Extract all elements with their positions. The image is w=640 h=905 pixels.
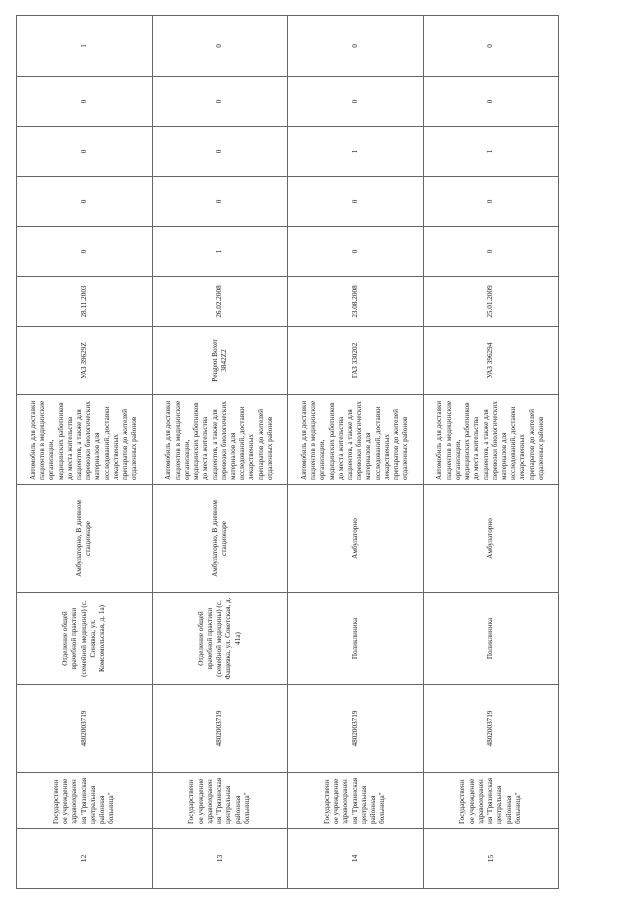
table-body: [17, 16, 559, 889]
care-type: Амбулаторно, В дневном стационаре: [152, 485, 288, 593]
vehicle-model: УАЗ 396294: [423, 327, 559, 395]
count-col-2: 0: [17, 177, 153, 227]
count-col-5: 0: [423, 16, 559, 77]
row-number: 14: [288, 829, 424, 889]
vehicle-register-table: [16, 15, 559, 889]
count-col-1: 1: [152, 227, 288, 277]
vehicle-purpose: Автомобиль для доставки пациентов в медицинские организации, медицинских работников до места жительства пациентов, а также для перевозки биологических материалов для исследований, доставки лекарственных препаратов до жителей отдаленных районов: [17, 395, 153, 485]
count-col-1: 0: [288, 227, 424, 277]
count-col-4: 0: [152, 77, 288, 127]
count-col-4: 0: [17, 77, 153, 127]
department: Поликлиника: [288, 593, 424, 685]
department: Отделение общей врачебной практики (семейной медицины) (с. Фащевка, ул. Советская, д. 41а): [152, 593, 288, 685]
count-col-5: 0: [288, 16, 424, 77]
count-col-5: 1: [17, 16, 153, 77]
registration-date: 25.01.2009: [423, 277, 559, 327]
count-col-3: 1: [288, 127, 424, 177]
count-col-1: 0: [423, 227, 559, 277]
count-col-3: 0: [17, 127, 153, 177]
rotated-table-wrapper: [16, 16, 558, 889]
vehicle-purpose: Автомобиль для доставки пациентов в медицинские организации, медицинских работников до места жительства пациентов, а также для перевозки биологических материалов для исследований, доставки лекарственных препаратов до жителей отдаленных районов: [288, 395, 424, 485]
inn-code: 4802003719: [423, 685, 559, 773]
table-row: [423, 16, 559, 889]
count-col-5: 0: [152, 16, 288, 77]
care-type: Амбулаторно, В дневном стационаре: [17, 485, 153, 593]
table-row: [152, 16, 288, 889]
row-number: 12: [17, 829, 153, 889]
count-col-2: 0: [288, 177, 424, 227]
vehicle-purpose: Автомобиль для доставки пациентов в медицинские организации, медицинских работников до места жительства пациентов, а также для перевозки биологических материалов для исследований, доставки лекарственных препаратов до жителей отдаленных районов: [423, 395, 559, 485]
count-col-4: 0: [288, 77, 424, 127]
count-col-3: 1: [423, 127, 559, 177]
inn-code: 4802003719: [152, 685, 288, 773]
count-col-2: 0: [423, 177, 559, 227]
count-col-2: 0: [152, 177, 288, 227]
organization-name: Государственное учреждение здравоохранения "Грязинская центральная районная больница": [152, 773, 288, 829]
table-row: [288, 16, 424, 889]
inn-code: 4802003719: [17, 685, 153, 773]
vehicle-model: Peugeot Boxer 3842Z2: [152, 327, 288, 395]
registration-date: 28.11.2003: [17, 277, 153, 327]
vehicle-model: УАЗ 39629Z: [17, 327, 153, 395]
count-col-3: 0: [152, 127, 288, 177]
vehicle-model: ГАЗ 330202: [288, 327, 424, 395]
row-number: 13: [152, 829, 288, 889]
registration-date: 26.02.2008: [152, 277, 288, 327]
organization-name: Государственное учреждение здравоохранения "Грязинская центральная районная больница": [423, 773, 559, 829]
care-type: Амбулаторно: [288, 485, 424, 593]
inn-code: 4802003719: [288, 685, 424, 773]
count-col-4: 0: [423, 77, 559, 127]
row-number: 15: [423, 829, 559, 889]
department: Отделение общей врачебной практики (семейной медицины) (с. Синявка, ул. Комсомольская, д. 1а): [17, 593, 153, 685]
care-type: Амбулаторно: [423, 485, 559, 593]
table-row: [17, 16, 153, 889]
count-col-1: 0: [17, 227, 153, 277]
organization-name: Государственное учреждение здравоохранения "Грязинская центральная районная больница": [17, 773, 153, 829]
vehicle-purpose: Автомобиль для доставки пациентов в медицинские организации, медицинских работников до места жительства пациентов, а также для перевозки биологических материалов для исследований, доставки лекарственных препаратов до жителей отдаленных районов: [152, 395, 288, 485]
department: Поликлиника: [423, 593, 559, 685]
organization-name: Государственное учреждение здравоохранения "Грязинская центральная районная больница": [288, 773, 424, 829]
registration-date: 23.08.2008: [288, 277, 424, 327]
